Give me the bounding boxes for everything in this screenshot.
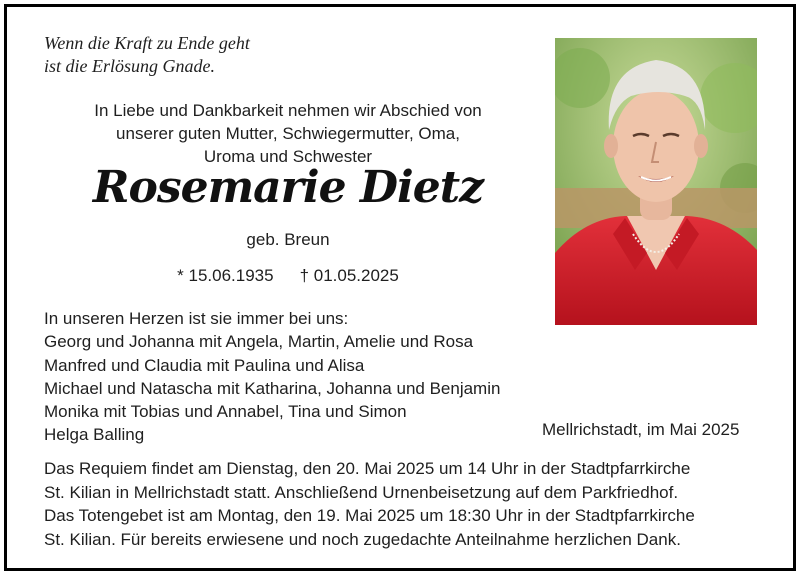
portrait-photo	[555, 38, 757, 325]
motto-line: Wenn die Kraft zu Ende geht	[44, 33, 250, 53]
intro-line: In Liebe und Dankbarkeit nehmen wir Abschied von	[94, 101, 482, 120]
requiem-line: Das Totengebet ist am Montag, den 19. Mai 2025 um 18:30 Uhr in der Stadtpfarrkirche	[44, 506, 695, 525]
intro-line: Uroma und Schwester	[203, 147, 373, 166]
motto-line: ist die Erlösung Gnade.	[44, 56, 215, 76]
mourners-list	[44, 307, 500, 447]
life-dates	[44, 266, 532, 286]
deceased-name: Rosemarie Dietz	[92, 162, 484, 213]
mourners-line: Monika mit Tobias und Annabel, Tina und Simon	[44, 402, 407, 422]
requiem-line: St. Kilian. Für bereits erwiesene und noch zugedachte Anteilnahme herzlichen Dank.	[44, 529, 681, 549]
place-date: Mellrichstadt, im Mai 2025	[542, 420, 740, 439]
portrait-image	[555, 38, 757, 325]
requiem-notice	[44, 457, 695, 551]
birth-date: * 15.06.1935	[177, 266, 274, 285]
mourners-line: Georg und Johanna mit Angela, Martin, Amelie und Rosa	[44, 332, 474, 352]
intro-line: unserer guten Mutter, Schwiegermutter, Oma,	[116, 124, 460, 143]
mourners-line: Helga Balling	[44, 425, 145, 445]
birth-name: geb. Breun	[246, 230, 330, 249]
mourners-line: Michael und Natascha mit Katharina, Johanna und Benjamin	[44, 378, 501, 398]
requiem-line: St. Kilian in Mellrichstadt statt. Anschließend Urnenbeisetzung auf dem Parkfriedhof.	[44, 482, 679, 502]
requiem-line: Das Requiem findet am Dienstag, den 20. Mai 2025 um 14 Uhr in der Stadtpfarrkirche	[44, 459, 691, 478]
death-date: † 01.05.2025	[299, 266, 399, 285]
mourners-line: Manfred und Claudia mit Paulina und Alisa	[44, 355, 365, 375]
intro-text	[44, 99, 532, 168]
motto	[44, 32, 250, 78]
mourners-line: In unseren Herzen ist sie immer bei uns:	[44, 309, 349, 328]
